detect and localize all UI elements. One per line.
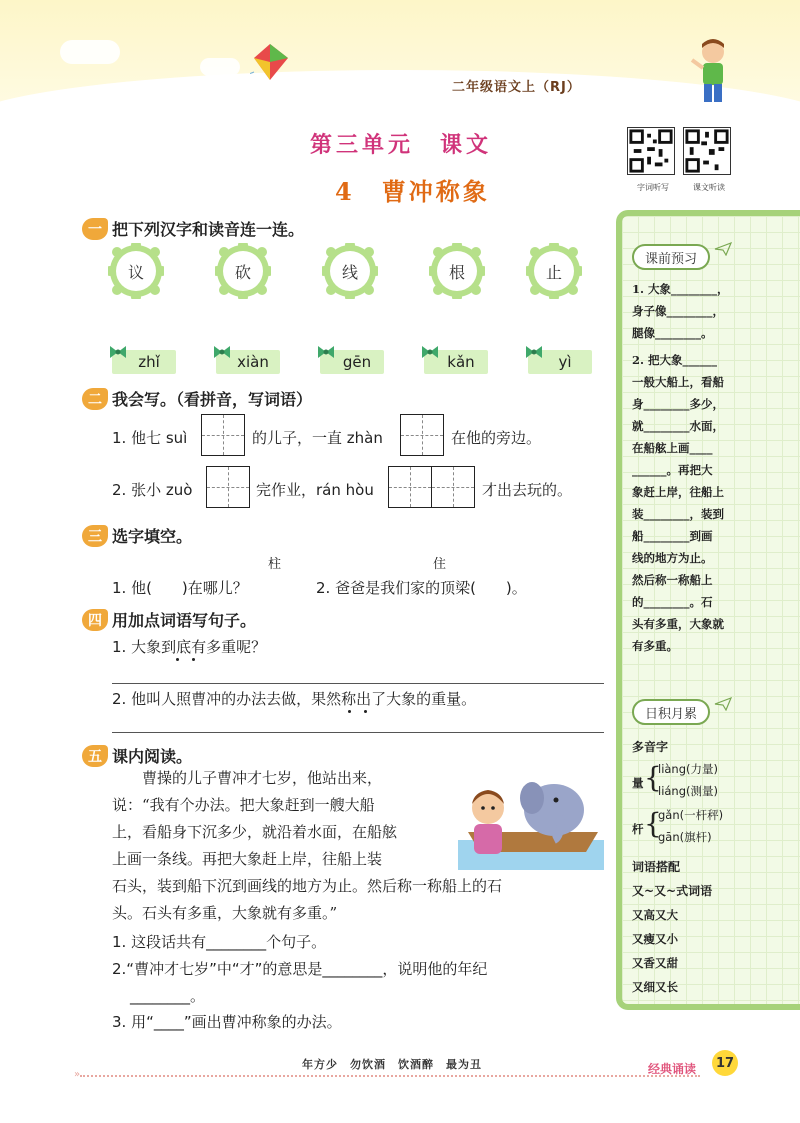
section-badge: 五	[82, 745, 108, 767]
pinyin-text: yì	[558, 353, 572, 371]
section-2-heading	[82, 387, 312, 410]
preview-line: 的________。石	[632, 595, 713, 609]
preview-line: 装________，装到	[632, 507, 724, 521]
emphasis-dot	[192, 658, 195, 661]
preview-line: 身子像________，	[632, 304, 724, 318]
grade-label: 二年级语文上（RJ）	[452, 80, 581, 95]
question-text: ________。	[130, 987, 206, 1005]
footer-divider	[80, 1075, 700, 1077]
pinyin-text: zhǐ	[138, 353, 160, 371]
question-text: 2. 爸爸是我们家的顶梁( )。	[316, 579, 527, 597]
pinyin-card[interactable]	[216, 350, 280, 374]
preview-line: 在船舷上画____	[632, 441, 713, 455]
question-text: 的儿子，一直 zhàn	[252, 429, 383, 447]
page-header	[0, 0, 800, 115]
question-text: 1. 他七 suì	[112, 429, 188, 447]
section-badge: 二	[82, 388, 108, 410]
word-item: 又细又长	[632, 980, 678, 994]
collocation-title: 词语搭配	[632, 860, 681, 874]
pinyin-text: kǎn	[447, 353, 475, 371]
emphasis-dot	[364, 710, 367, 713]
brace-symbol: {	[644, 807, 662, 840]
section-title: 课内阅读。	[112, 747, 193, 766]
preview-line: 船________到画	[632, 529, 713, 543]
paper-plane-icon	[714, 697, 732, 711]
preview-line: 然后称一称船上	[632, 573, 713, 587]
lesson-title: 4 曹冲称象	[335, 177, 490, 206]
elephant-boat-illustration-icon	[458, 770, 604, 870]
word-item: 又高又大	[632, 908, 678, 922]
word-item: 又瘦又小	[632, 932, 678, 946]
section-title: 用加点词语写句子。	[112, 611, 257, 630]
section-1-heading	[82, 217, 304, 240]
paper-plane-icon	[714, 242, 732, 256]
writing-box[interactable]	[400, 414, 444, 456]
preview-line: 头有多重，大象就	[632, 617, 724, 631]
poly-reading: gǎn(一杆秤)	[658, 808, 724, 822]
passage-line: 上，看船身下沉多少，就沿着水面，在船舷	[112, 823, 398, 841]
accumulate-tag: 日积月累	[632, 699, 710, 725]
character-flower[interactable]	[108, 243, 164, 299]
question-text: 1. 大象到底有多重呢？	[112, 638, 267, 656]
writing-box[interactable]	[388, 466, 432, 508]
poly-reading: liàng(力量)	[658, 762, 718, 776]
passage-line: 石头，装到船下沉到画线的地方为止。然后称一称船上的石	[112, 877, 503, 895]
preview-line: 线的地方为止。	[632, 551, 713, 565]
preview-tag: 课前预习	[632, 244, 710, 270]
question-text: 1. 这段话共有________个句子。	[112, 933, 327, 951]
footer-label: 经典诵读	[648, 1062, 697, 1076]
poly-reading: liáng(测量)	[658, 784, 718, 798]
character-flower[interactable]	[429, 243, 485, 299]
section-4-heading	[82, 608, 256, 631]
question-text: 2. 他叫人照曹冲的办法去做，果然称出了大象的重量。	[112, 690, 477, 708]
character-text: 止	[545, 262, 562, 282]
passage-line: 说：“我有个办法。把大象赶到一艘大船	[112, 796, 375, 814]
answer-line[interactable]	[112, 732, 604, 733]
preview-line: 象赶上岸，往船上	[632, 485, 724, 499]
question-text: 在他的旁边。	[451, 429, 542, 447]
section-title: 把下列汉字和读音连一连。	[112, 220, 305, 239]
character-text: 根	[448, 262, 465, 282]
page-number: 17	[712, 1050, 738, 1076]
question-text: 2.“曹冲才七岁”中“才”的意思是________，说明他的年纪	[112, 960, 488, 978]
pinyin-card[interactable]	[320, 350, 384, 374]
emphasis-dot	[176, 658, 179, 661]
section-badge: 一	[82, 218, 108, 240]
footer-motto: 年方少 勿饮酒 饮酒醉 最为丑	[302, 1058, 482, 1071]
section-badge: 三	[82, 525, 108, 547]
poly-char: 量	[632, 776, 644, 790]
section-title: 选字填空。	[112, 527, 193, 546]
character-flower[interactable]	[322, 243, 378, 299]
preview-line: 身________多少，	[632, 397, 724, 411]
question-text: 1. 他( )在哪儿？	[112, 579, 248, 597]
preview-line: 就________水面，	[632, 419, 724, 433]
section-title: 我会写。（看拼音，写词语）	[112, 390, 313, 409]
unit-title: 第三单元 课文	[310, 133, 493, 158]
cloud-decoration	[60, 40, 120, 64]
character-text: 砍	[234, 262, 251, 282]
qr-code-icon[interactable]	[683, 127, 731, 175]
pinyin-card[interactable]	[424, 350, 488, 374]
passage-line: 曹操的儿子曹冲才七岁，他站出来，	[112, 769, 383, 787]
pinyin-card[interactable]	[112, 350, 176, 374]
writing-box[interactable]	[201, 414, 245, 456]
pinyin-text: xiàn	[237, 353, 269, 371]
qr-code-icon[interactable]	[627, 127, 675, 175]
preview-line: ______。再把大	[632, 463, 713, 477]
question-text: 3. 用“____”画出曹冲称象的办法。	[112, 1013, 342, 1031]
pattern-title: 又~又~式词语	[632, 884, 713, 898]
section-3-heading	[82, 524, 192, 547]
passage-line: 上画一条线。再把大象赶上岸，往船上装	[112, 850, 383, 868]
section-badge: 四	[82, 609, 108, 631]
option-character: 住	[433, 557, 447, 572]
emphasis-dot	[348, 710, 351, 713]
qr-label: 字词听写	[637, 183, 669, 192]
bow-icon	[316, 344, 336, 360]
writing-box[interactable]	[431, 466, 475, 508]
question-text: 完作业，rán hòu	[256, 481, 374, 499]
bow-icon	[212, 344, 232, 360]
pinyin-text: gēn	[342, 353, 372, 371]
bow-icon	[108, 344, 128, 360]
character-text: 线	[341, 262, 358, 282]
kite-icon	[250, 42, 290, 82]
boy-illustration-icon	[688, 38, 738, 106]
writing-box[interactable]	[206, 466, 250, 508]
question-text: 才出去玩的。	[482, 481, 573, 499]
option-character: 柱	[268, 557, 282, 572]
sidebar-notes	[616, 210, 800, 1010]
preview-line: 有多重。	[632, 639, 678, 653]
preview-line: 1. 大象________，	[632, 282, 729, 296]
qr-label: 课文听读	[693, 183, 725, 192]
preview-line: 一般大船上，看船	[632, 375, 724, 389]
character-flower[interactable]	[526, 243, 582, 299]
poly-char: 杆	[632, 822, 644, 836]
answer-line[interactable]	[112, 683, 604, 684]
arrow-icon: »	[74, 1069, 81, 1080]
question-text: 2. 张小 zuò	[112, 481, 193, 499]
polyphone-title: 多音字	[632, 740, 669, 754]
bow-icon	[524, 344, 544, 360]
poly-reading: gān(旗杆)	[658, 830, 712, 844]
character-flower[interactable]	[215, 243, 271, 299]
section-5-heading	[82, 744, 192, 767]
bow-icon	[420, 344, 440, 360]
preview-line: 2. 把大象______	[632, 353, 718, 367]
preview-line: 腿像________。	[632, 326, 713, 340]
character-text: 议	[127, 262, 144, 282]
pinyin-card[interactable]	[528, 350, 592, 374]
brace-symbol: {	[644, 761, 662, 794]
passage-line: 头。石头有多重，大象就有多重。”	[112, 904, 338, 922]
word-item: 又香又甜	[632, 956, 678, 970]
